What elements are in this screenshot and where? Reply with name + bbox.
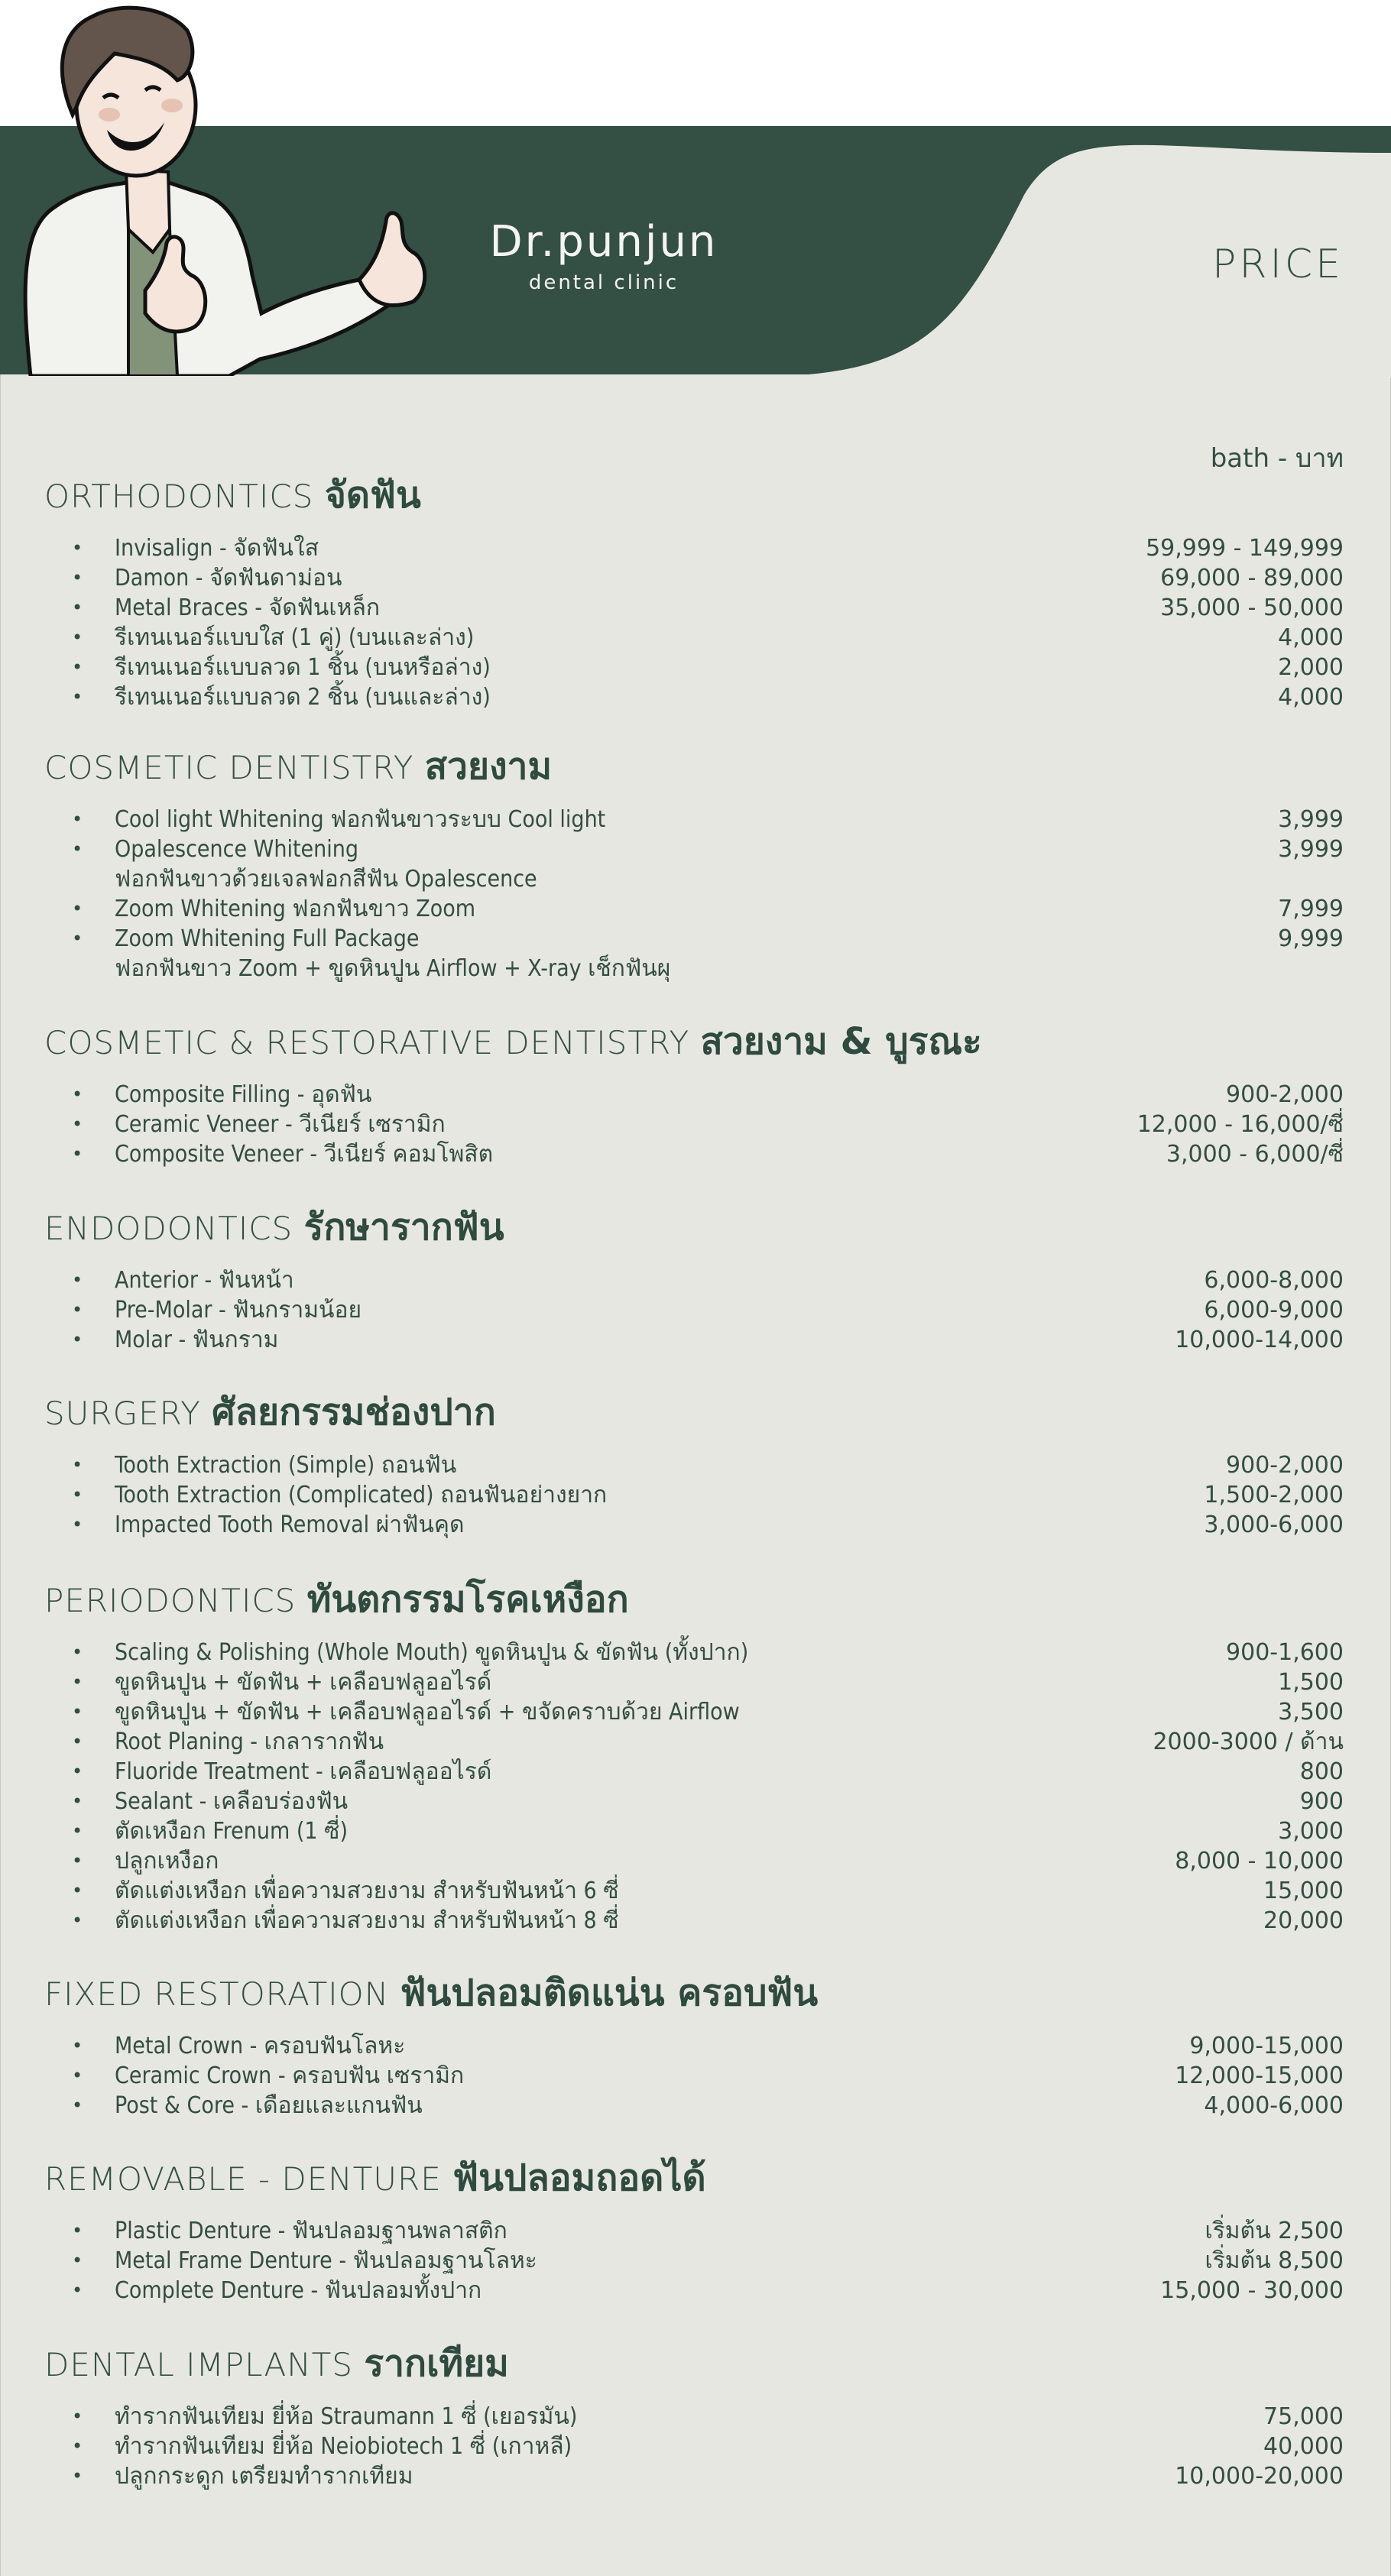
- treatment-name-text: Opalescence Whitening: [115, 836, 359, 863]
- section-heading: [44, 1020, 1344, 1064]
- section-title-th: ศัลยกรรมช่องปาก: [212, 1391, 496, 1434]
- treatment-price: 900-2,000: [1226, 1081, 1344, 1108]
- treatment-name-text: ตัดเหงือก Frenum (1 ซี่): [115, 1818, 349, 1845]
- bullet-icon: •: [72, 1850, 83, 1871]
- treatment-name-text: Composite Filling - อุดฟัน: [115, 1081, 372, 1108]
- bullet-icon: •: [72, 1880, 83, 1901]
- price-row: [44, 1816, 1344, 1846]
- bullet-icon: •: [72, 1143, 83, 1165]
- treatment-name: [115, 1265, 294, 1295]
- bullet-icon: •: [72, 1269, 83, 1291]
- bullet-icon: •: [72, 656, 83, 678]
- treatment-name: [115, 1787, 348, 1816]
- treatment-name-text: Root Planing - เกลารากฟัน: [115, 1729, 384, 1755]
- price-row: [44, 834, 1344, 894]
- price-list: [44, 2402, 1344, 2491]
- bullet-icon: •: [72, 838, 83, 860]
- bullet-icon: •: [72, 1790, 83, 1812]
- treatment-price: 4,000-6,000: [1204, 2092, 1344, 2119]
- bullet-icon: •: [72, 1641, 83, 1663]
- price-row: [44, 1139, 1344, 1169]
- currency-unit-label: bath - บาท: [1210, 443, 1344, 474]
- doctor-illustration: [0, 0, 459, 376]
- price-list: [44, 1265, 1344, 1355]
- section-title-th: สวยงาม & บูรณะ: [700, 1020, 982, 1063]
- treatment-name: [115, 1510, 464, 1540]
- section-title-th: จัดฟัน: [324, 474, 421, 517]
- bullet-icon: •: [72, 1299, 83, 1320]
- treatment-name-text: Metal Crown - ครอบฟันโลหะ: [115, 2033, 406, 2059]
- treatment-name: [115, 2061, 464, 2091]
- price-row: [44, 1876, 1344, 1906]
- treatment-price: เริ่มต้น 8,500: [1205, 2247, 1344, 2274]
- treatment-price: 35,000 - 50,000: [1160, 595, 1344, 621]
- section-heading: [44, 1972, 1344, 2016]
- price-list: [44, 805, 1344, 983]
- bullet-icon: •: [72, 2250, 83, 2271]
- treatment-price: 75,000: [1263, 2403, 1344, 2430]
- clinic-name: Dr.punjun: [489, 217, 718, 267]
- bullet-icon: •: [72, 2095, 83, 2116]
- bullet-icon: •: [72, 2280, 83, 2301]
- treatment-price: 6,000-9,000: [1204, 1297, 1344, 1324]
- treatment-description: ฟอกฟันขาวด้วยเจลฟอกสีฟัน Opalescence: [115, 866, 537, 893]
- price-row: [44, 2031, 1344, 2061]
- treatment-name-text: ขูดหินปูน + ขัดฟัน + เคลือบฟลูออไรด์: [115, 1669, 492, 1696]
- treatment-name-text: ปลูกเหงือก: [115, 1848, 219, 1874]
- treatment-name-text: Anterior - ฟันหน้า: [115, 1267, 294, 1294]
- treatment-name: [115, 2432, 572, 2461]
- treatment-name-text: ขูดหินปูน + ขัดฟัน + เคลือบฟลูออไรด์ + ขจัดคราบด้วย Airflow: [115, 1699, 740, 1725]
- treatment-price: 900: [1299, 1788, 1344, 1815]
- treatment-name-text: ทำรากฟันเทียม ยี่ห้อ Neiobiotech 1 ซี่ (เกาหลี): [115, 2433, 572, 2460]
- section-title-en: REMOVABLE - DENTURE: [44, 2160, 453, 2198]
- price-row: [44, 533, 1344, 563]
- treatment-price: 3,999: [1278, 806, 1344, 833]
- price-row: [44, 1667, 1344, 1697]
- price-row: [44, 2276, 1344, 2305]
- price-row: [44, 1697, 1344, 1727]
- treatment-name: [115, 682, 491, 712]
- treatment-price: 8,000 - 10,000: [1175, 1848, 1344, 1874]
- treatment-price: 10,000-20,000: [1175, 2463, 1344, 2490]
- section-heading: [44, 2342, 1344, 2386]
- price-row: [44, 1906, 1344, 1936]
- treatment-name: [115, 2402, 577, 2432]
- section-title-en: ORTHODONTICS: [44, 478, 325, 515]
- treatment-name: [115, 894, 475, 924]
- treatment-name: [115, 1480, 607, 1510]
- treatment-name: [115, 834, 537, 894]
- section-title-en: PERIODONTICS: [44, 1582, 307, 1619]
- treatment-name-text: Cool light Whitening ฟอกฟันขาวระบบ Cool light: [115, 806, 606, 833]
- treatment-price: 7,999: [1278, 896, 1344, 922]
- treatment-name: [115, 2216, 507, 2246]
- treatment-name: [115, 533, 319, 563]
- price-row: [44, 563, 1344, 593]
- treatment-description: ฟอกฟันขาว Zoom + ขูดหินปูน Airflow + X-ray เช็กฟันผุ: [115, 955, 671, 982]
- bullet-icon: •: [72, 1671, 83, 1693]
- price-row: [44, 1265, 1344, 1295]
- price-row: [44, 682, 1344, 712]
- treatment-name-text: Plastic Denture - ฟันปลอมฐานพลาสติก: [115, 2218, 507, 2244]
- section-heading: [44, 474, 1344, 518]
- price-row: [44, 1295, 1344, 1325]
- treatment-name-text: ปลูกกระดูก เตรียมทำรากเทียม: [115, 2463, 413, 2490]
- clinic-logo: [489, 218, 718, 294]
- section-periodontics: [44, 1578, 1344, 1936]
- price-row: [44, 1846, 1344, 1876]
- price-list: [44, 2216, 1344, 2305]
- price-row: [44, 2216, 1344, 2246]
- price-row: [44, 1757, 1344, 1787]
- treatment-name-text: Composite Veneer - วีเนียร์ คอมโพสิต: [115, 1141, 494, 1168]
- price-list: [44, 533, 1344, 712]
- treatment-name: [115, 2031, 405, 2061]
- price-row: [44, 2461, 1344, 2491]
- section-cosmetic-dentistry: [44, 745, 1344, 983]
- treatment-price: 20,000: [1263, 1907, 1344, 1934]
- bullet-icon: •: [72, 1910, 83, 1931]
- treatment-price: 2000-3000 / ด้าน: [1153, 1729, 1344, 1755]
- treatment-price: 3,500: [1278, 1699, 1344, 1725]
- treatment-name: [115, 1295, 362, 1325]
- price-list: [44, 1450, 1344, 1540]
- section-removable-denture: [44, 2156, 1344, 2305]
- treatment-name: [115, 623, 474, 653]
- price-row: [44, 1325, 1344, 1355]
- treatment-name: [115, 1757, 491, 1787]
- treatment-name-text: Zoom Whitening Full Package: [115, 925, 420, 952]
- bullet-icon: •: [72, 1731, 83, 1752]
- bullet-icon: •: [72, 2065, 83, 2086]
- bullet-icon: •: [72, 898, 83, 919]
- bullet-icon: •: [72, 2035, 83, 2056]
- treatment-price: 15,000 - 30,000: [1160, 2277, 1344, 2304]
- bullet-icon: •: [72, 2465, 83, 2487]
- treatment-name-text: Molar - ฟันกราม: [115, 1327, 279, 1353]
- price-row: [44, 1787, 1344, 1816]
- treatment-name-text: รีเทนเนอร์แบบใส (1 คู่) (บนและล่าง): [115, 624, 475, 651]
- price-row: [44, 2246, 1344, 2276]
- price-row: [44, 593, 1344, 623]
- treatment-price: 3,000-6,000: [1204, 1512, 1344, 1538]
- treatment-name-text: ตัดแต่งเหงือก เพื่อความสวยงาม สำหรับฟันหน้า 6 ซี่: [115, 1878, 619, 1904]
- price-row: [44, 924, 1344, 983]
- treatment-name: [115, 1697, 740, 1727]
- treatment-price: 6,000-8,000: [1204, 1267, 1344, 1294]
- price-row: [44, 1450, 1344, 1480]
- bullet-icon: •: [72, 928, 83, 949]
- price-list: [44, 2031, 1344, 2121]
- section-title-en: COSMETIC & RESTORATIVE DENTISTRY: [44, 1024, 701, 1061]
- treatment-price: 900-1,600: [1226, 1639, 1344, 1666]
- treatment-price: 1,500: [1278, 1669, 1344, 1696]
- price-row: [44, 2091, 1344, 2121]
- section-title-th: รักษารากฟัน: [303, 1206, 504, 1249]
- bullet-icon: •: [72, 1820, 83, 1842]
- treatment-name-text: ตัดแต่งเหงือก เพื่อความสวยงาม สำหรับฟันหน้า 8 ซี่: [115, 1907, 619, 1934]
- treatment-name: [115, 563, 342, 593]
- bullet-icon: •: [72, 2220, 83, 2241]
- treatment-name: [115, 2461, 413, 2491]
- bullet-icon: •: [72, 2406, 83, 2427]
- section-fixed-restoration: [44, 1972, 1344, 2121]
- treatment-name-text: Tooth Extraction (Complicated) ถอนฟันอย่างยาก: [115, 1482, 608, 1508]
- treatment-name-text: Ceramic Crown - ครอบฟัน เซรามิก: [115, 2062, 465, 2089]
- section-title-en: COSMETIC DENTISTRY: [44, 749, 425, 786]
- price-row: [44, 1480, 1344, 1510]
- treatment-name: [115, 1667, 491, 1697]
- price-row: [44, 1727, 1344, 1757]
- treatment-name-text: Impacted Tooth Removal ผ่าฟันคุด: [115, 1512, 465, 1538]
- treatment-name-text: Metal Braces - จัดฟันเหล็ก: [115, 595, 381, 621]
- treatment-name-text: รีเทนเนอร์แบบลวด 1 ชิ้น (บนหรือล่าง): [115, 654, 491, 681]
- section-title-en: SURGERY: [44, 1395, 212, 1432]
- price-row: [44, 1110, 1344, 1139]
- treatment-name: [115, 1846, 219, 1876]
- price-row: [44, 1510, 1344, 1540]
- treatment-name: [115, 1450, 456, 1480]
- treatment-price: 1,500-2,000: [1204, 1482, 1344, 1508]
- treatment-price: 9,999: [1278, 925, 1344, 952]
- treatment-name: [115, 1080, 371, 1110]
- treatment-price: 15,000: [1263, 1878, 1344, 1904]
- bullet-icon: •: [72, 686, 83, 708]
- price-list: [44, 1080, 1344, 1169]
- treatment-price: 69,000 - 89,000: [1160, 565, 1344, 591]
- bullet-icon: •: [72, 1484, 83, 1505]
- section-endodontics: [44, 1206, 1344, 1355]
- treatment-name-text: รีเทนเนอร์แบบลวด 2 ชิ้น (บนและล่าง): [115, 684, 491, 711]
- treatment-name: [115, 1638, 748, 1667]
- price-row: [44, 2061, 1344, 2091]
- treatment-price: 12,000-15,000: [1175, 2062, 1344, 2089]
- price-row: [44, 2432, 1344, 2461]
- treatment-name-text: Damon - จัดฟันดาม่อน: [115, 565, 342, 591]
- treatment-name: [115, 924, 670, 983]
- bullet-icon: •: [72, 808, 83, 830]
- treatment-name: [115, 1110, 446, 1139]
- section-heading: [44, 1391, 1344, 1435]
- price-row: [44, 2402, 1344, 2432]
- section-title-th: ฟันปลอมถอดได้: [452, 2156, 706, 2199]
- section-heading: [44, 1206, 1344, 1250]
- section-heading: [44, 745, 1344, 789]
- page-title: PRICE: [1212, 241, 1344, 287]
- bullet-icon: •: [72, 1761, 83, 1782]
- treatment-price: 59,999 - 149,999: [1146, 535, 1344, 562]
- section-title-en: DENTAL IMPLANTS: [44, 2346, 365, 2383]
- bullet-icon: •: [72, 627, 83, 648]
- section-title-en: ENDODONTICS: [44, 1210, 304, 1247]
- section-title-th: สวยงาม: [424, 745, 553, 788]
- bullet-icon: •: [72, 597, 83, 618]
- treatment-price: 900-2,000: [1226, 1452, 1344, 1479]
- treatment-name-text: Sealant - เคลือบร่องฟัน: [115, 1788, 349, 1815]
- bullet-icon: •: [72, 1329, 83, 1350]
- treatment-price: เริ่มต้น 2,500: [1205, 2218, 1344, 2244]
- treatment-price: 9,000-15,000: [1189, 2033, 1344, 2059]
- bullet-icon: •: [72, 1084, 83, 1105]
- bullet-icon: •: [72, 1514, 83, 1535]
- bullet-icon: •: [72, 2435, 83, 2457]
- treatment-name: [115, 1816, 348, 1846]
- price-row: [44, 653, 1344, 682]
- treatment-price: 40,000: [1263, 2433, 1344, 2460]
- bullet-icon: •: [72, 1454, 83, 1476]
- section-heading: [44, 1578, 1344, 1622]
- treatment-name-text: Ceramic Veneer - วีเนียร์ เซรามิก: [115, 1111, 446, 1138]
- treatment-price: 3,999: [1278, 836, 1344, 863]
- treatment-name: [115, 1876, 619, 1906]
- clinic-tagline: dental clinic: [528, 271, 679, 294]
- treatment-price: 4,000: [1278, 684, 1344, 711]
- treatment-price: 800: [1299, 1758, 1344, 1785]
- treatment-name-text: ทำรากฟันเทียม ยี่ห้อ Straumann 1 ซี่ (เยอรมัน): [115, 2403, 578, 2430]
- price-row: [44, 1638, 1344, 1667]
- treatment-name-text: Metal Frame Denture - ฟันปลอมฐานโลหะ: [115, 2247, 537, 2274]
- treatment-price: 3,000: [1278, 1818, 1344, 1845]
- price-row: [44, 623, 1344, 653]
- section-title-th: ทันตกรรมโรคเหงือก: [306, 1578, 629, 1621]
- bullet-icon: •: [72, 567, 83, 588]
- treatment-price: 2,000: [1278, 654, 1344, 681]
- section-surgery: [44, 1391, 1344, 1540]
- bullet-icon: •: [72, 1113, 83, 1135]
- treatment-name-text: Scaling & Polishing (Whole Mouth) ขูดหินปูน & ขัดฟัน (ทั้งปาก): [115, 1639, 749, 1666]
- treatment-name: [115, 2276, 481, 2305]
- treatment-name: [115, 1325, 278, 1355]
- treatment-name: [115, 593, 380, 623]
- treatment-name-text: Pre-Molar - ฟันกรามน้อย: [115, 1297, 362, 1324]
- price-row: [44, 894, 1344, 924]
- treatment-name-text: Invisalign - จัดฟันใส: [115, 535, 319, 562]
- treatment-name: [115, 653, 491, 682]
- treatment-price: 3,000 - 6,000/ซี่: [1166, 1141, 1344, 1168]
- section-title-th: ฟันปลอมติดแน่น ครอบฟัน: [400, 1972, 819, 2014]
- bullet-icon: •: [72, 1701, 83, 1722]
- section-title-th: รากเทียม: [364, 2342, 509, 2385]
- bullet-icon: •: [72, 537, 83, 559]
- treatment-name: [115, 1727, 384, 1757]
- price-row: [44, 1080, 1344, 1110]
- treatment-price: 10,000-14,000: [1175, 1327, 1344, 1353]
- price-list: [44, 1638, 1344, 1936]
- section-title-en: FIXED RESTORATION: [44, 1975, 400, 2013]
- section-heading: [44, 2156, 1344, 2201]
- treatment-price: 4,000: [1278, 624, 1344, 651]
- treatment-name-text: Fluoride Treatment - เคลือบฟลูออไรด์: [115, 1758, 492, 1785]
- treatment-name: [115, 2246, 537, 2276]
- treatment-name: [115, 1906, 619, 1936]
- treatment-name: [115, 805, 605, 834]
- section-orthodontics: [44, 474, 1344, 712]
- section-cosmetic-restorative-dentistry: [44, 1020, 1344, 1169]
- price-row: [44, 805, 1344, 834]
- treatment-name-text: Post & Core - เดือยและแกนฟัน: [115, 2092, 423, 2119]
- section-dental-implants: [44, 2342, 1344, 2491]
- treatment-name-text: Zoom Whitening ฟอกฟันขาว Zoom: [115, 896, 476, 922]
- treatment-name: [115, 1139, 493, 1169]
- treatment-name: [115, 2091, 423, 2121]
- treatment-name-text: Tooth Extraction (Simple) ถอนฟัน: [115, 1452, 457, 1479]
- treatment-name-text: Complete Denture - ฟันปลอมทั้งปาก: [115, 2277, 482, 2304]
- treatment-price: 12,000 - 16,000/ซี่: [1136, 1111, 1344, 1138]
